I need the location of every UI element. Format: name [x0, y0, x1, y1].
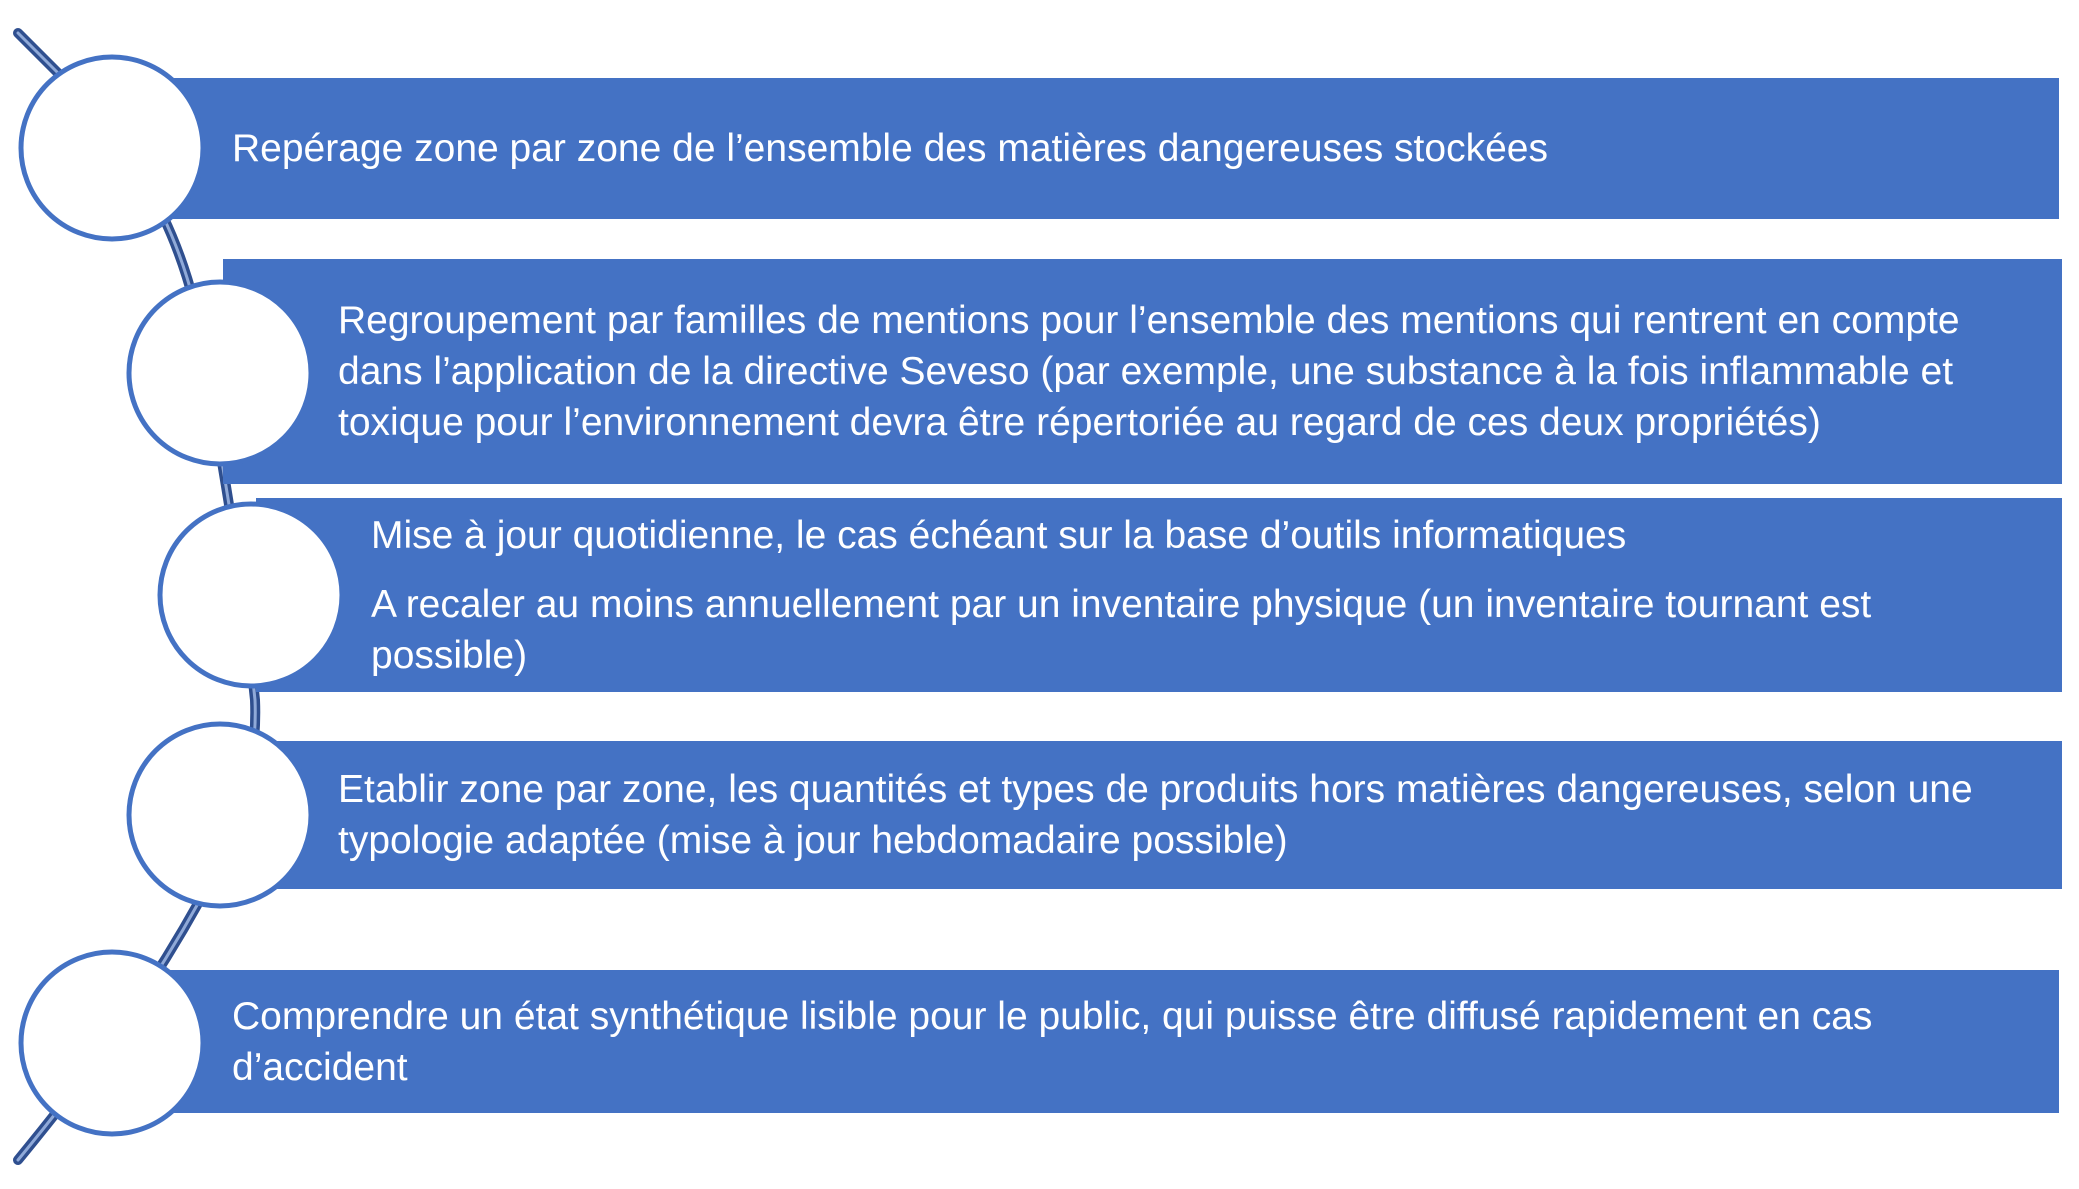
step-circle-3 — [160, 504, 342, 686]
step-text-3 — [371, 498, 2031, 692]
step-4-line-1: Etablir zone par zone, les quantités et types de produits hors matières dangereuses, selon une typologie adaptée (mise à jour hebdomadaire possible) — [338, 768, 1973, 862]
step-circle-2 — [129, 282, 311, 464]
step-text-5 — [232, 970, 2042, 1113]
step-circle-5 — [21, 952, 203, 1134]
step-text-2 — [338, 259, 2048, 484]
step-text-4 — [338, 741, 2038, 889]
step-3-line-2: A recaler au moins annuellement par un inventaire physique (un inventaire tournant est possible) — [371, 582, 1872, 677]
step-2-line-1: Regroupement par familles de mentions pour l’ensemble des mentions qui rentrent en compte dans l’application de la directive Seveso (par exemple, une substance à la fois inflammable et toxique pour l’environnement devra être répertoriée au regard de ces deux propriétés) — [338, 299, 1960, 444]
step-3-line-1: Mise à jour quotidienne, le cas échéant sur la base d’outils informatiques — [371, 513, 1627, 557]
step-1-line-1: Repérage zone par zone de l’ensemble des matières dangereuses stockées — [232, 127, 1548, 170]
step-text-1 — [232, 78, 2042, 219]
step-5-line-1: Comprendre un état synthétique lisible pour le public, qui puisse être diffusé rapidement en cas d’accident — [232, 994, 1873, 1089]
step-circle-4 — [129, 724, 311, 906]
step-circle-1 — [21, 57, 203, 239]
